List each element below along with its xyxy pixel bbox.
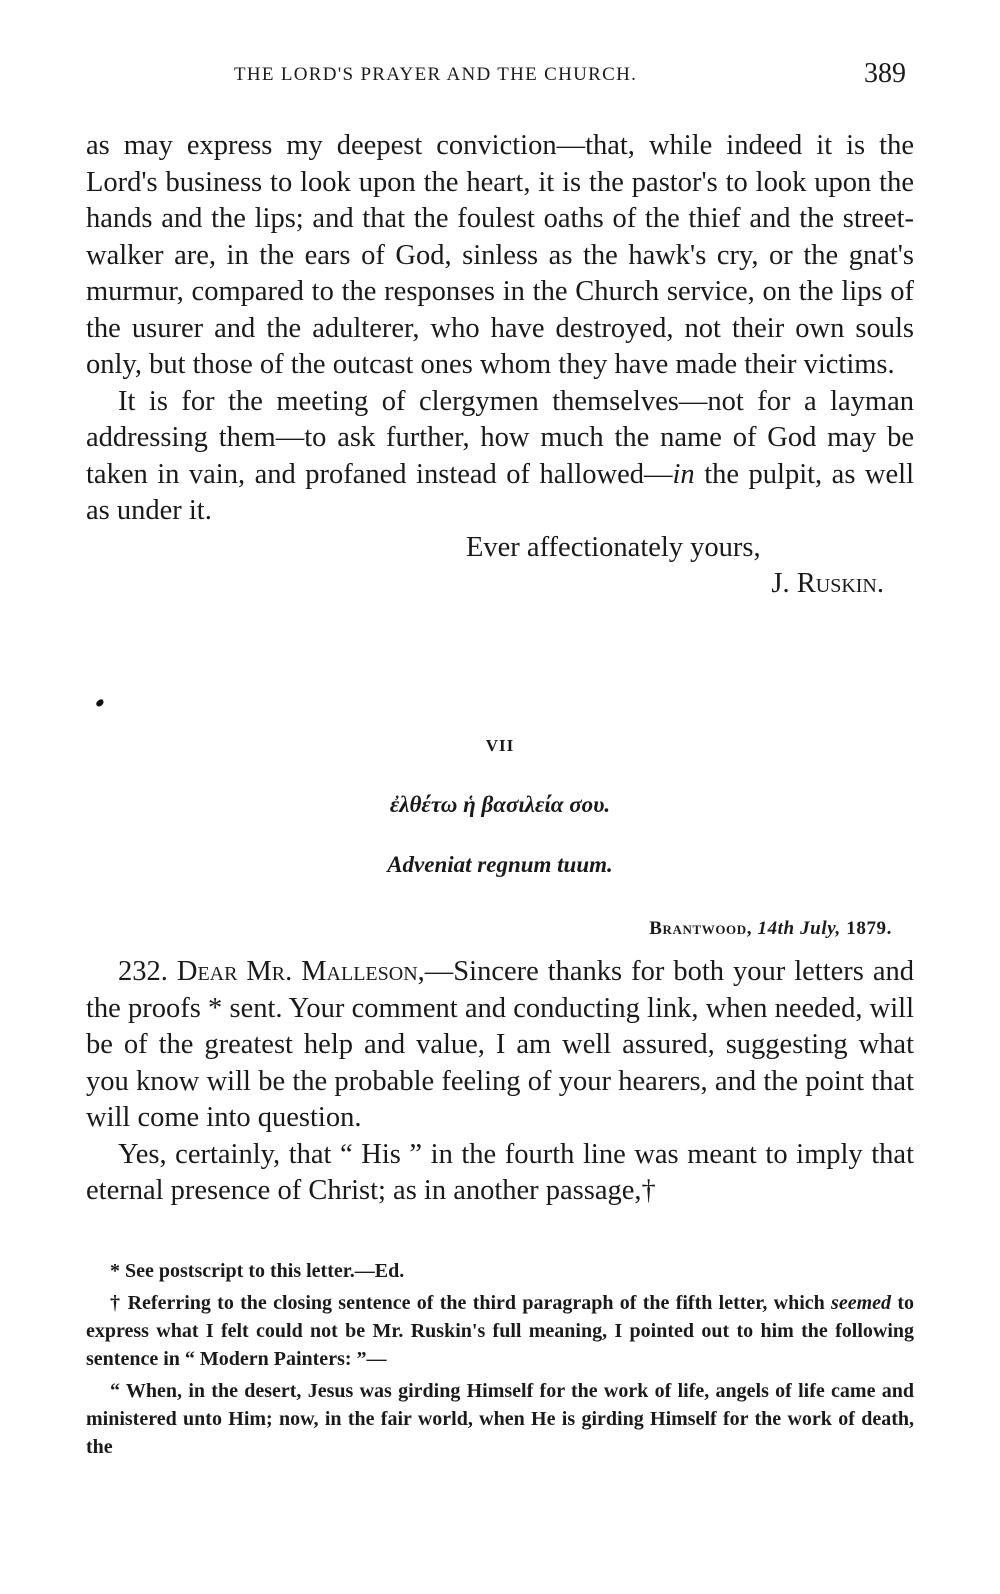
dateline <box>649 918 892 940</box>
footnote <box>86 1289 914 1373</box>
dateline-year: 1879. <box>846 918 892 939</box>
greek-heading: ἐλθέτω ἡ βασιλεία σου. <box>389 792 611 817</box>
running-title: THE LORD'S PRAYER AND THE CHURCH. <box>234 64 638 85</box>
page-number: 389 <box>864 58 906 89</box>
paragraph: as may express my deepest conviction—that, while indeed it is the Lord's business to look upon the heart, it is the pastor's to look upon the hands and the lips; and that the foulest oaths of the thief and the street-walker are, in the ears of God, sinless as the hawk's cry, or the gnat's murmur, compared to the responses in the Church service, on the lips of the usurer and the adulterer, who have destroyed, not their own souls only, but those of the outcast ones whom they have made their victims. <box>86 130 914 380</box>
latin-heading: Adveniat regnum tuum. <box>387 852 613 877</box>
dateline-place: Brantwood, <box>649 918 753 939</box>
signature: J. Ruskin. <box>771 568 884 599</box>
closing-line: Ever affectionately yours, <box>466 531 761 563</box>
footnote-text: to express what I felt could not be Mr. Ruskin's full meaning, I pointed out to him the following sentence in “ Modern Painters: ”— <box>86 1292 914 1370</box>
emphasis: in <box>672 458 695 490</box>
footnote-quote: “ When, in the desert, Jesus was girding Himself for the work of life, angels of life came and ministered unto Him; now, in the fair world, when He is girding Himself for the work of death, the <box>86 1380 914 1458</box>
paragraph-text: the pulpit, as well as under it. <box>86 458 914 526</box>
paragraph: Yes, certainly, that “ His ” in the fourth line was meant to imply that eternal presence of Christ; as in another passage,† <box>86 1138 914 1206</box>
paragraph-text: It is for the meeting of clergymen themselves—not for a layman addressing them—to ask further, how much the name of God may be taken in vain, and profaned instead of hallowed— <box>86 385 914 490</box>
footnote-text: † Referring to the closing sentence of the third paragraph of the fifth letter, which <box>110 1292 832 1314</box>
salutation: Dear Mr. Malleson, <box>176 956 425 987</box>
paragraph <box>86 384 914 530</box>
letter-conclusion <box>86 128 914 603</box>
section-number: VII <box>485 736 515 755</box>
page-header <box>86 58 914 98</box>
paragraph <box>86 954 914 1137</box>
letter-body <box>86 954 914 1210</box>
ink-speck <box>95 698 105 707</box>
footnotes <box>86 1257 914 1465</box>
paragraph-number: 232. <box>118 956 168 987</box>
emphasis: seemed <box>831 1292 892 1314</box>
dateline-date: 14th July, <box>757 918 841 939</box>
paragraph-text: —Sincere thanks for both your letters and the proofs * sent. Your comment and conducting link, when needed, will be of the greatest help and value, I am well assured, suggesting what you know will be the probable feeling of your hearers, and the point that will come into question. <box>86 956 914 1133</box>
footnote: * See postscript to this letter.—Ed. <box>110 1260 405 1282</box>
